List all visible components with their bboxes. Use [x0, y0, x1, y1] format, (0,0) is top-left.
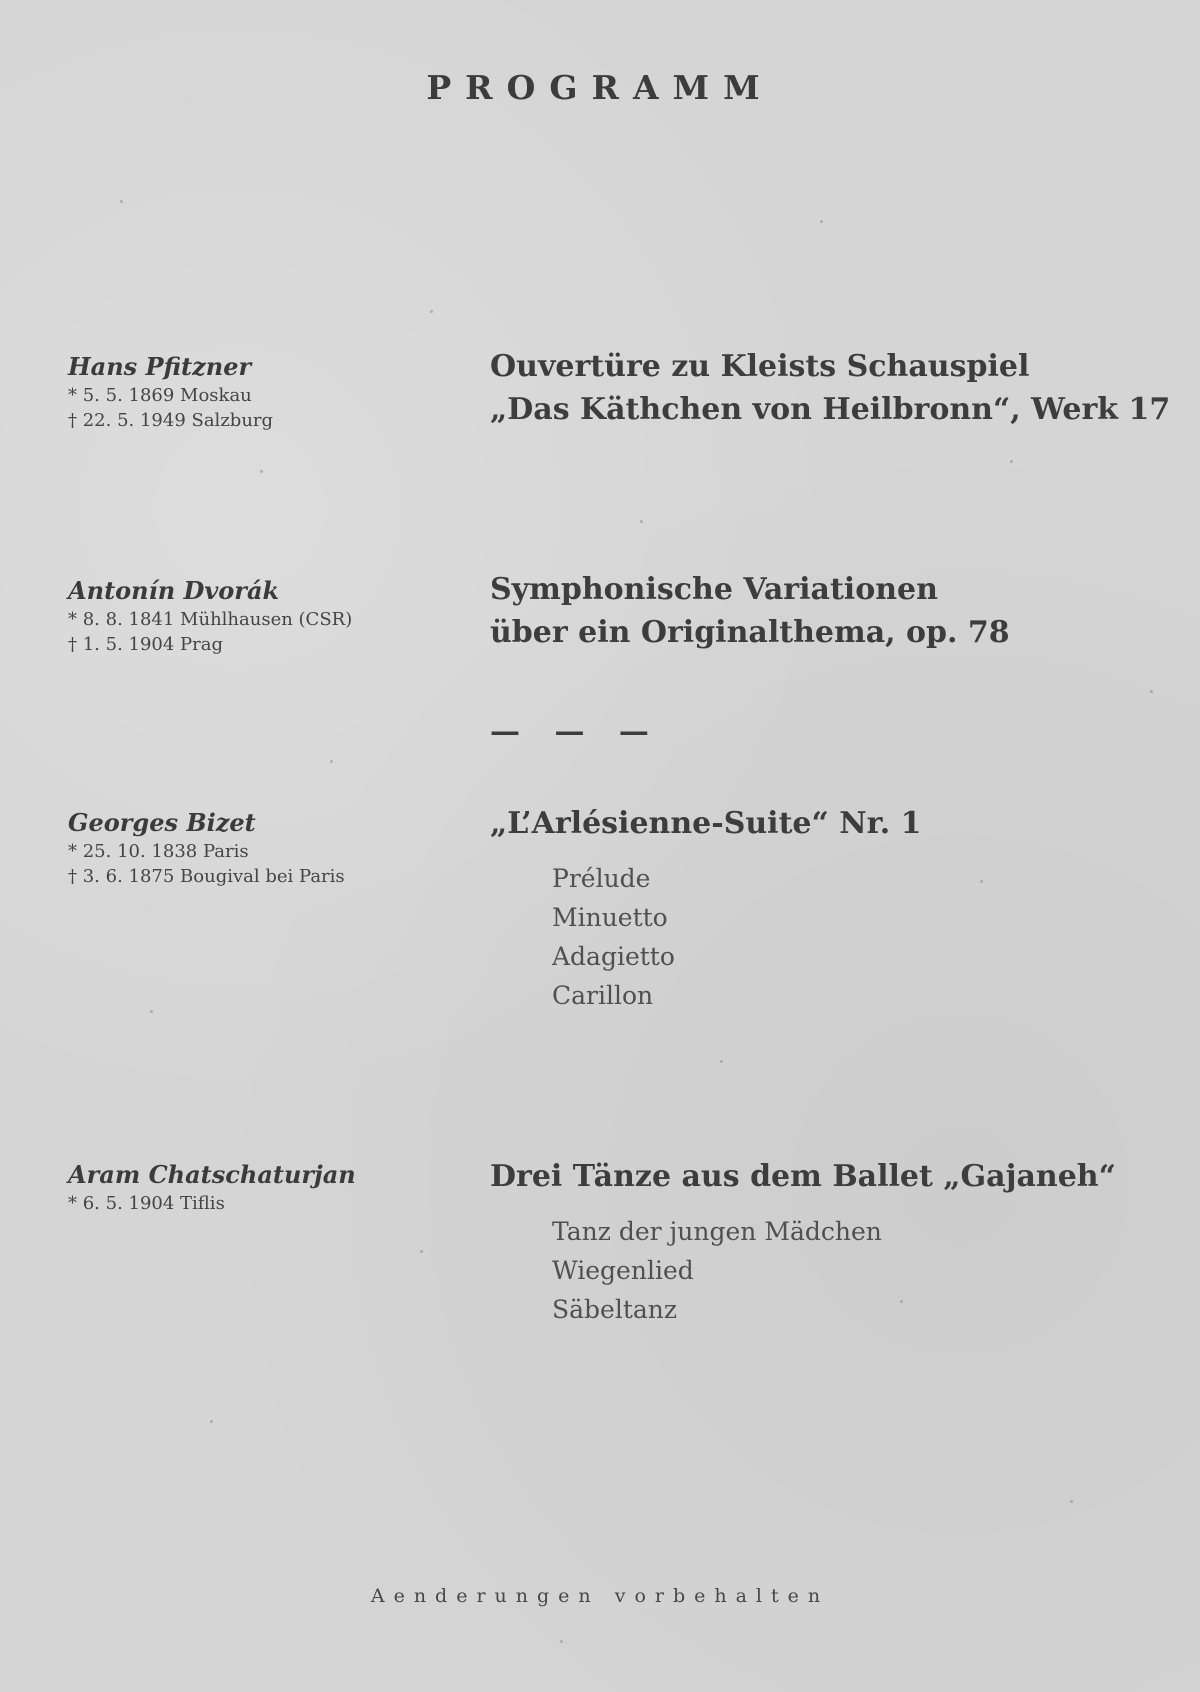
- composer-name: Hans Pfitzner: [68, 352, 252, 381]
- movement-item: Tanz der jungen Mädchen: [552, 1217, 882, 1246]
- composer-name: Aram Chatschaturjan: [68, 1160, 356, 1189]
- work-title-line: über ein Originalthema, op. 78: [490, 615, 1010, 650]
- composer-block-chatschaturjan: [68, 1160, 468, 1216]
- movement-list: [490, 859, 1190, 1015]
- composer-died: † 3. 6. 1875 Bougival bei Paris: [68, 866, 345, 887]
- intermission-dashes: — — —: [490, 714, 661, 749]
- work-title-line: Symphonische Variationen: [490, 572, 938, 607]
- composer-born: * 8. 8. 1841 Mühlhausen (CSR): [68, 609, 353, 630]
- movement-list: [490, 1212, 1190, 1329]
- composer-block-pfitzner: [68, 352, 468, 433]
- movement-item: Säbeltanz: [552, 1295, 678, 1324]
- work-title-line: „L’Arlésienne-Suite“ Nr. 1: [490, 806, 922, 841]
- work-title-line: Drei Tänze aus dem Ballet „Gajaneh“: [490, 1159, 1116, 1194]
- movement-item: Carillon: [552, 981, 654, 1010]
- work-title-line: „Das Käthchen von Heilbronn“, Werk 17: [490, 392, 1171, 427]
- movement-item: Wiegenlied: [552, 1256, 694, 1285]
- footer-note: Aenderungen vorbehalten: [370, 1585, 830, 1607]
- composer-born: * 5. 5. 1869 Moskau: [68, 385, 252, 406]
- movement-item: Adagietto: [552, 942, 675, 971]
- work-block-dvorak: [490, 568, 1190, 654]
- composer-name: Antonín Dvorák: [68, 576, 280, 605]
- work-block-bizet: [490, 802, 1190, 1015]
- work-block-pfitzner: [490, 345, 1190, 431]
- work-title-line: Ouvertüre zu Kleists Schauspiel: [490, 349, 1030, 384]
- composer-born: * 25. 10. 1838 Paris: [68, 841, 249, 862]
- composer-died: † 22. 5. 1949 Salzburg: [68, 410, 274, 431]
- composer-name: Georges Bizet: [68, 808, 256, 837]
- composer-born: * 6. 5. 1904 Tiflis: [68, 1193, 225, 1214]
- page-title: PROGRAMM: [426, 68, 774, 107]
- composer-block-bizet: [68, 808, 468, 889]
- composer-died: † 1. 5. 1904 Prag: [68, 634, 224, 655]
- movement-item: Prélude: [552, 864, 651, 893]
- composer-block-dvorak: [68, 576, 468, 657]
- work-block-chatschaturjan: [490, 1155, 1190, 1329]
- movement-item: Minuetto: [552, 903, 668, 932]
